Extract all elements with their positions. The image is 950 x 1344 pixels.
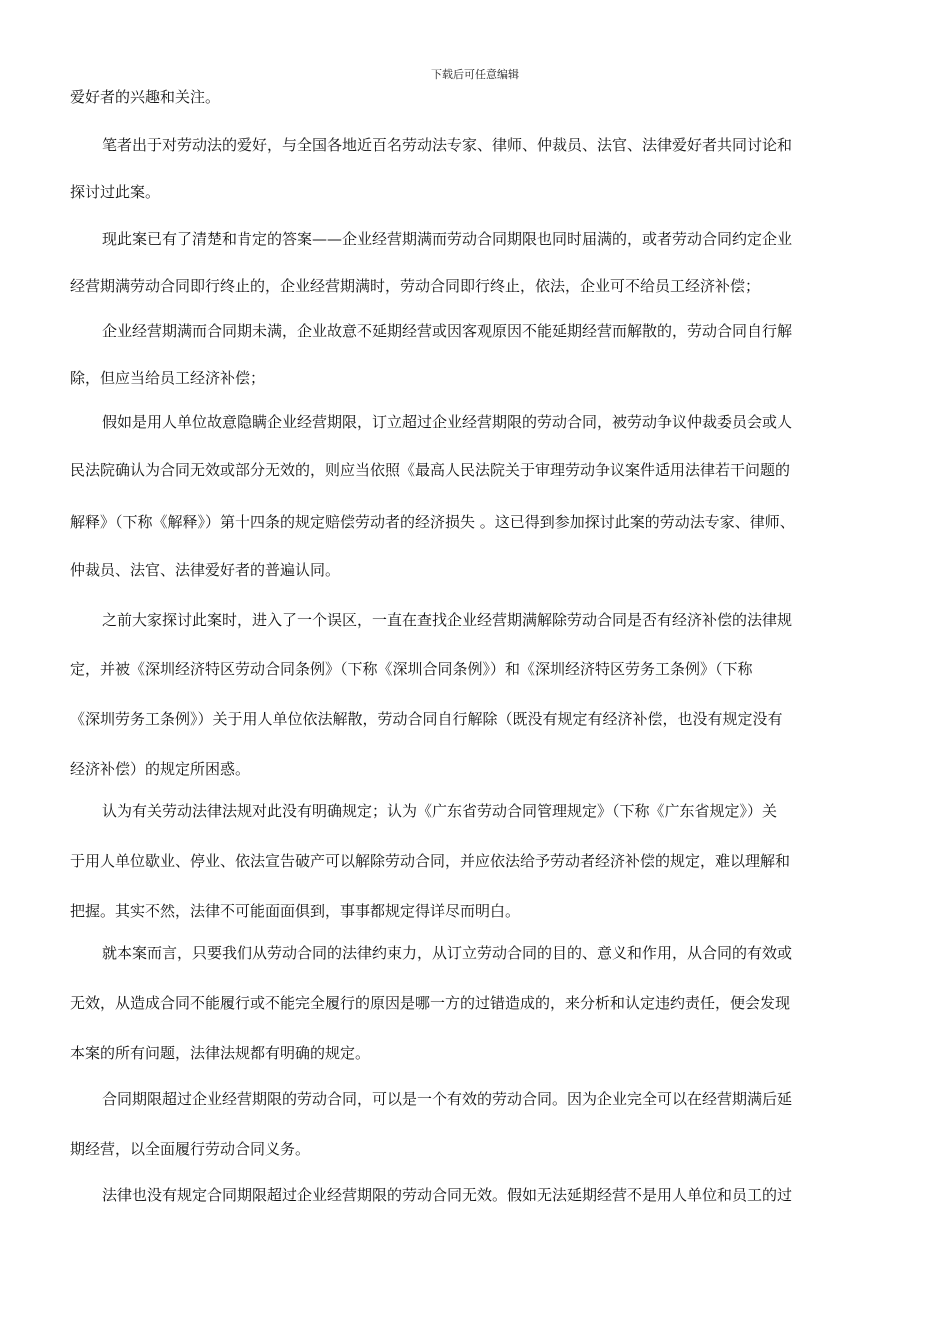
text-line: 把握。其实不然，法律不可能面面俱到，事事都规定得详尽而明白。	[70, 902, 521, 920]
text-line: 经营期满劳动合同即行终止的，企业经营期满时，劳动合同即行终止，依法，企业可不给员工经济补偿；	[70, 277, 761, 295]
paragraph-first-line: 现此案已有了清楚和肯定的答案——企业经营期满而劳动合同期限也同时届满的，或者劳动合同约定企业	[102, 230, 793, 248]
text-line: 除，但应当给员工经济补偿；	[70, 369, 266, 387]
text-line: 民法院确认为合同无效或部分无效的，则应当依照《最高人民法院关于审理劳动争议案件适用法律若干问题的	[70, 461, 791, 479]
page-header: 下载后可任意编辑	[431, 68, 519, 81]
text-line: 仲裁员、法官、法律爱好者的普遍认同。	[70, 561, 341, 579]
text-line: 《深圳劳务工条例》）关于用人单位依法解散，劳动合同自行解除（既没有规定有经济补偿，也没有规定没有	[70, 710, 783, 728]
text-line: 期经营，以全面履行劳动合同义务。	[70, 1140, 311, 1158]
text-line: 爱好者的兴趣和关注。	[70, 88, 221, 106]
text-line: 无效，从造成合同不能履行或不能完全履行的原因是哪一方的过错造成的，来分析和认定违约责任，便会发现	[70, 994, 791, 1012]
paragraph-first-line: 企业经营期满而合同期未满，企业故意不延期经营或因客观原因不能延期经营而解散的，劳动合同自行解	[102, 322, 793, 340]
text-line: 本案的所有问题，法律法规都有明确的规定。	[70, 1044, 371, 1062]
text-line: 解释》（下称《解释》）第十四条的规定赔偿劳动者的经济损失 。这已得到参加探讨此案的劳动法专家、律师、	[70, 513, 795, 531]
paragraph-first-line: 笔者出于对劳动法的爱好，与全国各地近百名劳动法专家、律师、仲裁员、法官、法律爱好者共同讨论和	[102, 136, 793, 154]
text-line: 探讨过此案。	[70, 183, 161, 201]
paragraph-first-line: 就本案而言，只要我们从劳动合同的法律约束力，从订立劳动合同的目的、意义和作用，从合同的有效或	[102, 944, 793, 962]
paragraph-first-line: 法律也没有规定合同期限超过企业经营期限的劳动合同无效。假如无法延期经营不是用人单位和员工的过	[102, 1186, 793, 1204]
paragraph-first-line: 认为有关劳动法律法规对此没有明确规定；认为《广东省劳动合同管理规定》（下称《广东省规定》）关	[102, 802, 778, 820]
paragraph-first-line: 之前大家探讨此案时，进入了一个误区，一直在查找企业经营期满解除劳动合同是否有经济补偿的法律规	[102, 611, 793, 629]
text-line: 经济补偿）的规定所困惑。	[70, 760, 251, 778]
paragraph-first-line: 合同期限超过企业经营期限的劳动合同，可以是一个有效的劳动合同。因为企业完全可以在经营期满后延	[102, 1090, 793, 1108]
text-line: 定，并被《深圳经济特区劳动合同条例》（下称《深圳合同条例》）和《深圳经济特区劳务工条例》（下称	[70, 660, 753, 678]
text-line: 于用人单位歇业、停业、依法宣告破产可以解除劳动合同，并应依法给予劳动者经济补偿的规定，难以理解和	[70, 852, 791, 870]
paragraph-first-line: 假如是用人单位故意隐瞒企业经营期限，订立超过企业经营期限的劳动合同，被劳动争议仲裁委员会或人	[102, 413, 793, 431]
